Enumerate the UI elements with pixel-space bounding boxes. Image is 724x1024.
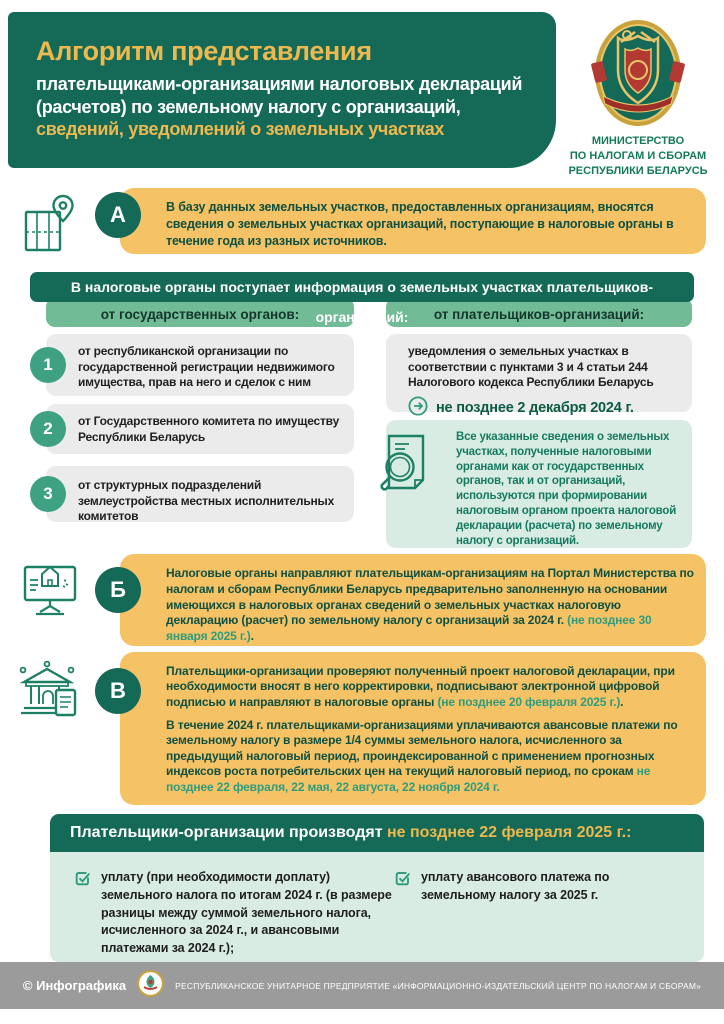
bottom-header-deadline: не позднее 22 февраля 2025 г.: (386, 824, 632, 841)
magnifier-document-icon (376, 432, 434, 499)
map-location-icon (22, 194, 74, 257)
step-a-note (120, 188, 706, 254)
step-v-p2-text: В течение 2024 г. плательщиками-организациями уплачиваются авансовые платежи по земельному налогу в размере 1/4 суммы земельного налога, исчисленного за предыдущий налоговый период, проиндексированной с применением прогнозных индексов роста потребительских цен на текущий налоговый период, по срокам (166, 718, 678, 779)
bottom-section-header (50, 814, 704, 852)
page-title: Алгоритм представления (36, 36, 372, 66)
deadline-row (408, 396, 686, 421)
ministry-logo-block (556, 18, 720, 179)
list-item-text: от Государственного комитета по имуществу Республики Беларусь (78, 414, 340, 444)
deadline-text: не позднее 2 декабря 2024 г. (436, 399, 634, 416)
step-b-text: Налоговые органы направляют плательщикам-организациям на Портал Министерства по налогам и сборам Республики Беларусь предварительно заполненную на основании имеющихся в налоговых органах сведений о земельных участках налоговую декларацию (расчет) по земельному налогу с организаций за 2024 г. (166, 566, 694, 628)
step-a-text: В базу данных земельных участков, предоставленных организациям, вносятся сведения о земельных участках организаций, поступающие в налоговые органы в течение года из разных источников. (166, 200, 674, 248)
payment-item-text: уплату (при необходимости доплату) земельного налога по итогам 2024 г. (в размере разницы между суммой земельного налога, исчисленного за 2024 г., и авансовыми платежами за 2024 г.); (101, 870, 392, 955)
bottom-section-body (50, 852, 704, 962)
publisher-name: РЕСПУБЛИКАНСКОЕ УНИТАРНОЕ ПРЕДПРИЯТИЕ «ИНФОРМАЦИОННО-ИЗДАТЕЛЬСКИЙ ЦЕНТР ПО НАЛОГАМ И СБОРАМ» (175, 980, 702, 991)
step-b-badge: Б (95, 567, 141, 613)
page-subtitle-line: (расчетов) по земельному налогу с организаций, (36, 96, 461, 117)
page-subtitle-line: плательщиками-организациями налоговых деклараций (36, 74, 523, 94)
checkbox-check-icon (394, 869, 411, 905)
footer-bar (0, 962, 724, 1009)
step-v-p1-deadline: (не позднее 20 февраля 2025 г.) (437, 694, 621, 709)
payers-notice-text: уведомления о земельных участках в соответствии с пунктами 3 и 4 статьи 244 Налогового кодекса Республики Беларусь (408, 344, 654, 390)
ministry-name-line: ПО НАЛОГАМ И СБОРАМ (569, 149, 707, 162)
copyright-label: © Инфографика (22, 978, 127, 993)
number-badge-2: 2 (30, 411, 66, 447)
step-v-paragraph-2 (166, 718, 694, 795)
list-item-state-1 (46, 334, 354, 396)
list-item-text: от структурных подразделений землеустройства местных исполнительных комитетов (78, 478, 335, 524)
step-v-p1-end: . (620, 694, 624, 709)
payment-item-2 (394, 869, 684, 905)
page-subtitle-accent: сведений, уведомлений о земельных участках (36, 119, 445, 140)
step-b-deadline: (не позднее 30 января 2025 г.) (166, 613, 652, 644)
building-document-icon (16, 660, 80, 725)
payment-item-text: уплату авансового платежа по земельному налогу за 2025 г. (421, 870, 610, 902)
number-badge-3: 3 (30, 476, 66, 512)
step-v-paragraph-1 (166, 664, 694, 710)
ministry-name (556, 134, 720, 179)
step-v-badge: В (95, 668, 141, 714)
payment-item-1 (74, 869, 396, 958)
list-item-text: от республиканской организации по государственной регистрации недвижимого имущества, прав на него и сделок с ним (78, 344, 335, 390)
info-banner: В налоговые органы поступает информация о земельных участках плательщиков-организаций: (30, 272, 694, 302)
summary-note-text: Все указанные сведения о земельных участках, полученные налоговыми органами как от государственных органов, так и от организаций, используются при формировании налоговым органом проекта налоговой декларации (расчета) по земельному налогу с организаций. (456, 431, 677, 547)
step-v-note (120, 652, 706, 805)
checkbox-check-icon (74, 869, 91, 958)
step-v-p2-deadline: не позднее 22 февраля, 22 мая, 22 августа, 22 ноября 2024 г. (166, 764, 651, 794)
header-banner (8, 12, 556, 168)
column-header-state-bodies: от государственных органов: (46, 298, 354, 327)
step-b-text-end: . (250, 629, 254, 644)
ministry-name-line: РЕСПУБЛИКИ БЕЛАРУСЬ (568, 164, 708, 177)
payers-notice-box (386, 334, 692, 416)
list-item-state-2 (46, 404, 354, 454)
bottom-header-text: Плательщики-организации производят (70, 824, 387, 841)
monitor-document-icon (22, 558, 78, 623)
step-b-note (120, 554, 706, 646)
footer-emblem-icon (137, 970, 164, 1002)
list-item-state-3 (46, 466, 354, 522)
step-a-badge: А (95, 192, 141, 238)
number-badge-1: 1 (30, 347, 66, 383)
step-v-p1-text: Плательщики-организации проверяют полученный проект налоговой декларации, при необходимости вносят в него корректировки, подписывают электронной цифровой подписью и направляют в налоговые органы (166, 664, 675, 709)
arrow-circle-icon (408, 396, 428, 421)
ministry-name-line: МИНИСТЕРСТВО (591, 135, 685, 147)
column-header-payers: от плательщиков-организаций: (386, 298, 692, 327)
coat-of-arms-icon (556, 18, 720, 128)
